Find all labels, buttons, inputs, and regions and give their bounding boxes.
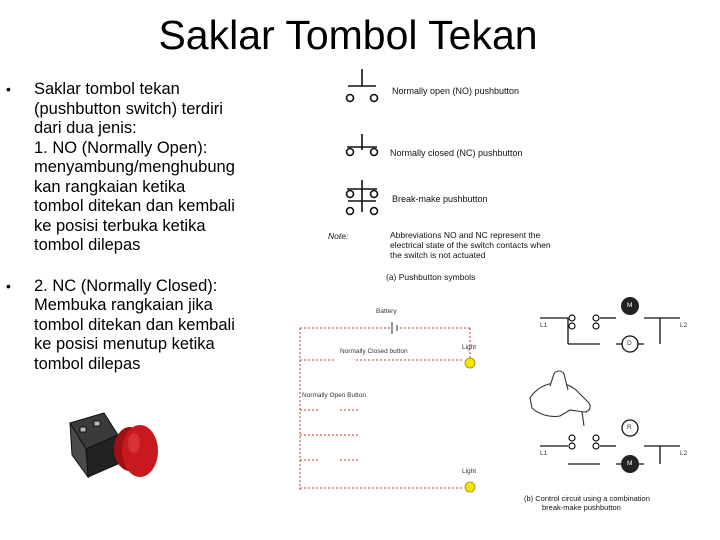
caption-line: (b) Control circuit using a combination — [524, 494, 650, 503]
light-bulb-2 — [465, 482, 475, 492]
pushbutton-body — [70, 413, 120, 477]
l1-top-label: L1 — [540, 322, 548, 329]
bullet-line: 2. NC (Normally Closed): — [34, 276, 218, 295]
red-mushroom-cap — [114, 425, 158, 477]
note-line: Abbreviations NO and NC represent the — [390, 230, 541, 240]
break-make-pushbutton-symbol — [347, 180, 378, 215]
bullet-line: 1. NO (Normally Open): — [34, 138, 208, 157]
control-circuit-figure — [510, 286, 706, 514]
bullet-line: tombol ditekan dan kembali — [34, 315, 235, 334]
pushbutton-symbols-figure — [328, 66, 568, 284]
no-pushbutton-symbol — [347, 69, 378, 102]
r-letter: R — [627, 424, 632, 431]
bullet-marker: • — [6, 277, 11, 294]
control-circuit-drawing — [510, 286, 706, 514]
break-make-contacts-bottom — [569, 435, 599, 449]
bullet-line: menyambung/menghubung — [34, 158, 235, 176]
bullet-line: tombol ditekan dan kembali — [34, 197, 235, 215]
control-circuit-caption — [524, 494, 650, 512]
l2-top-label: L2 — [680, 322, 688, 329]
wiring-diagram-figure — [296, 300, 492, 496]
symbols-caption: (a) Pushbutton symbols — [386, 272, 476, 282]
note-text — [390, 230, 570, 260]
bullet-line: tombol dilepas — [34, 236, 141, 254]
d-letter: D — [627, 340, 632, 347]
bullet-line: Saklar tombol tekan — [34, 80, 180, 98]
note-line: the switch is not actuated — [390, 250, 486, 260]
battery-label: Battery — [376, 308, 397, 315]
note-line: electrical state of the switch contacts when — [390, 240, 551, 250]
bullet-item-1 — [6, 80, 296, 256]
bullet-line: dari dua jenis: — [34, 119, 137, 137]
bullet-marker: • — [6, 81, 11, 97]
slide-title: Saklar Tombol Tekan — [158, 12, 538, 58]
bullet-line: Membuka rangkaian jika — [34, 296, 213, 314]
bullet-line: ke posisi terbuka ketika — [34, 216, 206, 235]
motor-letter-top: M — [627, 302, 633, 309]
bullet-list — [6, 80, 296, 374]
nc-pushbutton-label: Normally closed (NC) pushbutton — [390, 148, 523, 158]
motor-letter-bottom: M — [627, 460, 633, 467]
l1-bottom-label: L1 — [540, 450, 548, 457]
bullet-line: ke posisi menutup ketika — [34, 335, 215, 353]
break-make-contacts-top — [569, 315, 599, 329]
break-make-pushbutton-label: Break-make pushbutton — [392, 194, 488, 204]
pushbutton-symbols-drawing — [338, 66, 398, 216]
nc-pushbutton-symbol — [347, 134, 378, 156]
caption-line: break-make pushbutton — [542, 503, 621, 512]
note-label: Note: — [328, 231, 349, 241]
bullet-item-2 — [6, 277, 296, 375]
bullet-line: kan rangkaian ketika — [34, 177, 186, 196]
bullet-text-1 — [34, 80, 296, 256]
light-label-2: Light — [462, 468, 477, 475]
bullet-text-2 — [34, 277, 296, 375]
no-button-label: Normally Open Button — [302, 392, 366, 399]
hand-pressing-icon — [530, 371, 590, 426]
battery-symbol — [392, 322, 397, 334]
no-pushbutton-label: Normally open (NO) pushbutton — [392, 86, 520, 96]
bullet-line: (pushbutton switch) terdiri — [34, 99, 223, 118]
nc-button-label: Normally Closed button — [340, 348, 408, 355]
red-pushbutton-photo — [64, 405, 166, 483]
l2-bottom-label: L2 — [680, 450, 688, 457]
light-bulb-1 — [465, 358, 475, 368]
light-label-1: Light — [462, 344, 477, 351]
bullet-line: tombol dilepas — [34, 354, 141, 373]
